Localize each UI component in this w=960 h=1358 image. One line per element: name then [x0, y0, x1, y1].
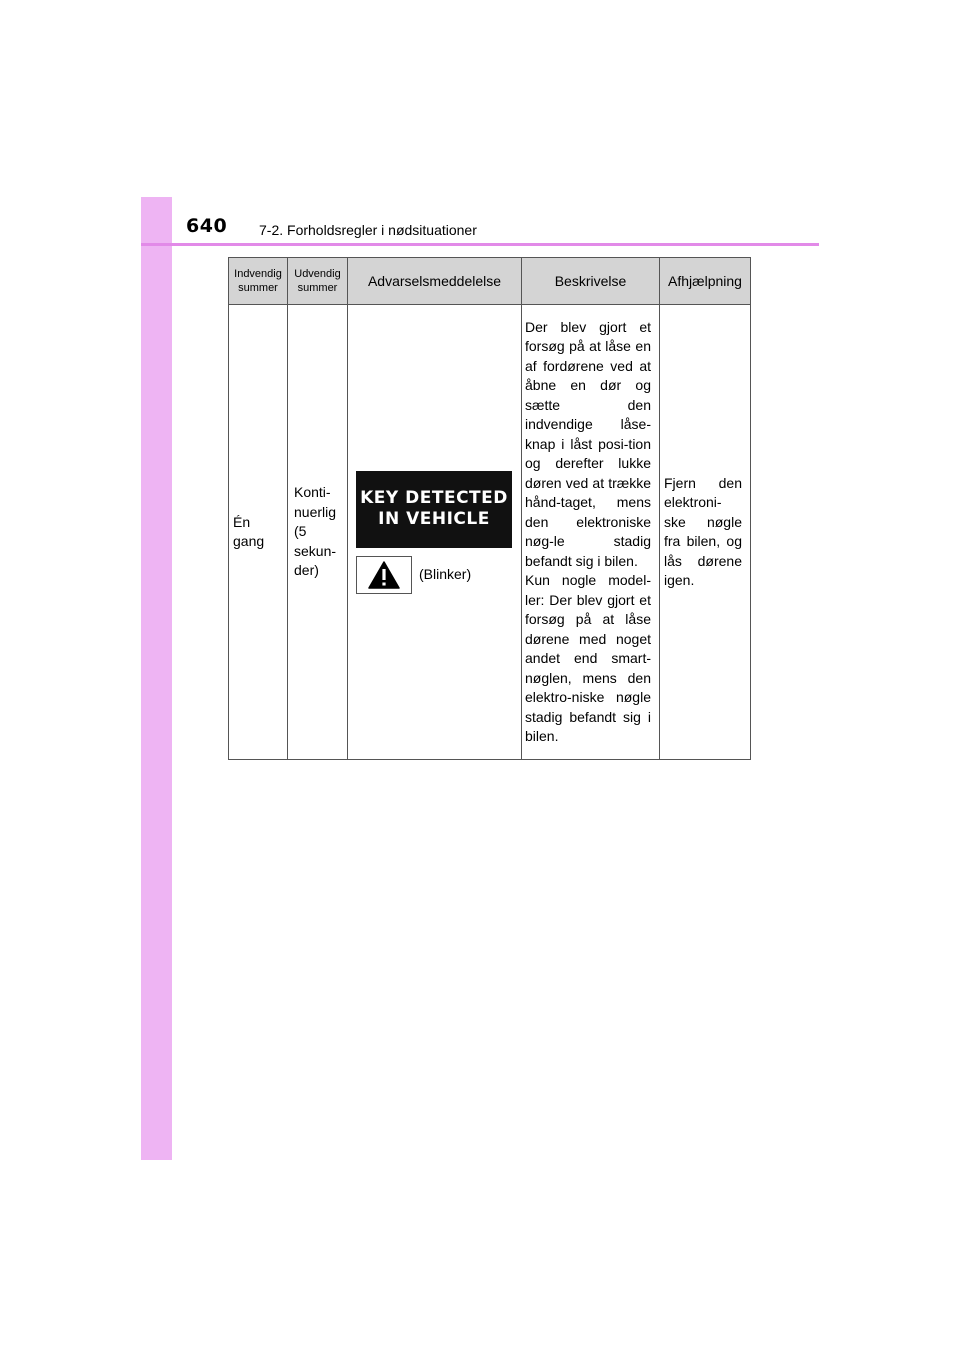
warning-triangle-icon [356, 556, 412, 594]
description-text [522, 314, 659, 751]
table-row [229, 305, 751, 760]
col-header-warning-message: Advarselsmeddelelse [348, 258, 522, 305]
col-header-outdoor-buzzer: Udvendig summer [288, 258, 348, 305]
section-sidebar-tab [141, 197, 172, 1160]
section-title: 7-2. Forholdsregler i nødsituationer [259, 222, 477, 238]
indoor-buzzer-cell [229, 305, 288, 760]
col-header-description: Beskrivelse [522, 258, 660, 305]
col-header-indoor-buzzer: Indvendig summer [229, 258, 288, 305]
remedy-cell [660, 305, 751, 760]
indoor-buzzer-value: Én gang [233, 513, 265, 549]
description-cell [522, 305, 660, 760]
table-header-row [229, 258, 751, 305]
warning-table [228, 257, 751, 760]
key-detected-message-display: KEY DETECTED IN VEHICLE [356, 471, 512, 548]
blinking-warning-indicator [356, 556, 521, 594]
description-paragraph-2: Kun nogle model-ler: Der blev gjort et forsøg på at låse dørene med noget andet end smart-nøglen, mens den elektro-niske nøgle stadig befandt sig i bilen. [525, 572, 651, 744]
col-header-remedy: Afhjælpning [660, 258, 751, 305]
warning-message-cell [348, 305, 522, 760]
outdoor-buzzer-cell [288, 305, 348, 760]
description-paragraph-1: Der blev gjort et forsøg på at låse en af fordørene ved at åbne en dør og sætte den indvendige låse-knap i låst posi-tion og derefter lukke døren ved at trække hånd-taget, mens den elektroniske nøg-le stadig befandt sig i bilen. [525, 318, 651, 569]
page-number: 640 [186, 215, 228, 237]
header-divider [141, 243, 819, 246]
remedy-text: Fjern den elektroni-ske nøgle fra bilen, og lås dørene igen. [664, 474, 742, 588]
blink-label: (Blinker) [419, 565, 472, 582]
outdoor-buzzer-value: Konti- nuerlig (5 sekun- der) [294, 484, 337, 579]
